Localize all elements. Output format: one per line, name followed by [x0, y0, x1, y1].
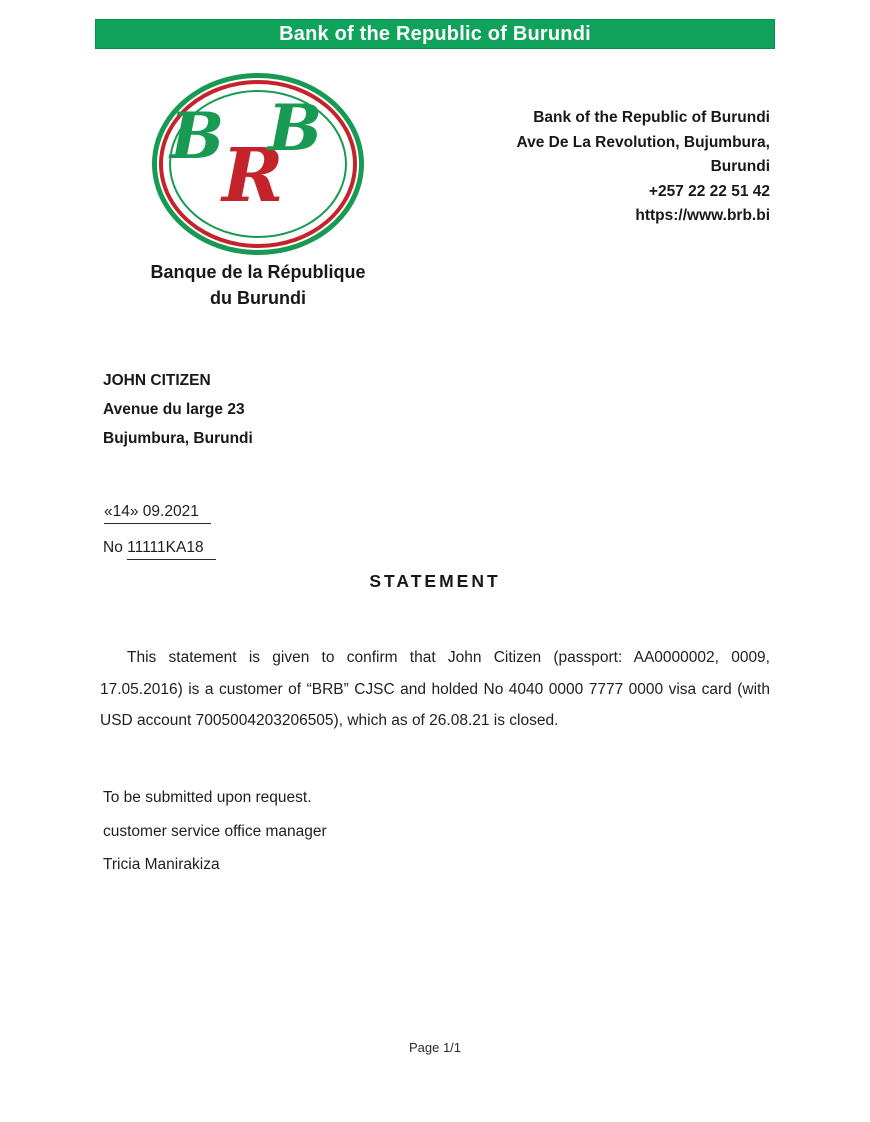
brb-logo — [152, 73, 364, 255]
recipient-street: Avenue du large 23 — [103, 401, 245, 418]
statement-date: «14» 09.2021 — [104, 503, 211, 524]
statement-number-line — [103, 539, 216, 560]
logo-letter-b-left: B — [170, 99, 225, 174]
bank-title: Bank of the Republic of Burundi — [279, 22, 591, 45]
logo-letter-r: R — [222, 133, 284, 219]
statement-date-line — [104, 503, 211, 524]
bank-contact-block — [517, 106, 771, 229]
recipient-name: JOHN CITIZEN — [103, 372, 211, 389]
statement-body — [100, 642, 770, 737]
statement-number-label: No — [103, 539, 123, 556]
closing-submission-note: To be submitted upon request. — [103, 789, 312, 806]
statement-title: STATEMENT — [369, 571, 501, 591]
page-number: Page 1/1 — [408, 1040, 462, 1055]
bank-name: Bank of the Republic of Burundi — [533, 109, 770, 126]
body-line-2: 17.05.2016) is a customer of “BRB” CJSC and holded No 4040 0000 7777 0000 visa card (with — [100, 680, 770, 698]
logo-caption-line2: du Burundi — [210, 288, 306, 308]
closing-block — [103, 781, 327, 882]
body-line-3: USD account 7005004203206505), which as of 26.08.21 is closed. — [100, 712, 559, 729]
bank-phone: +257 22 22 51 42 — [648, 182, 770, 200]
bank-address-line1: Ave De La Revolution, Bujumbura, — [516, 133, 770, 151]
recipient-block — [103, 366, 253, 453]
logo-letter-b-right: B — [268, 91, 323, 166]
logo-caption — [108, 259, 408, 311]
bank-website: https://www.brb.bi — [635, 207, 770, 224]
body-line-1: This statement is given to confirm that John Citizen (passport: AA0000002, 0009, — [127, 649, 770, 666]
closing-signatory-role: customer service office manager — [103, 822, 327, 840]
recipient-city: Bujumbura, Burundi — [103, 430, 253, 447]
header-banner — [95, 19, 775, 49]
bank-address-line2: Burundi — [710, 158, 770, 175]
closing-signatory-name: Tricia Manirakiza — [103, 856, 220, 873]
statement-number-value: 11111KA18 — [127, 539, 215, 560]
logo-caption-line1: Banque de la République — [150, 262, 366, 282]
